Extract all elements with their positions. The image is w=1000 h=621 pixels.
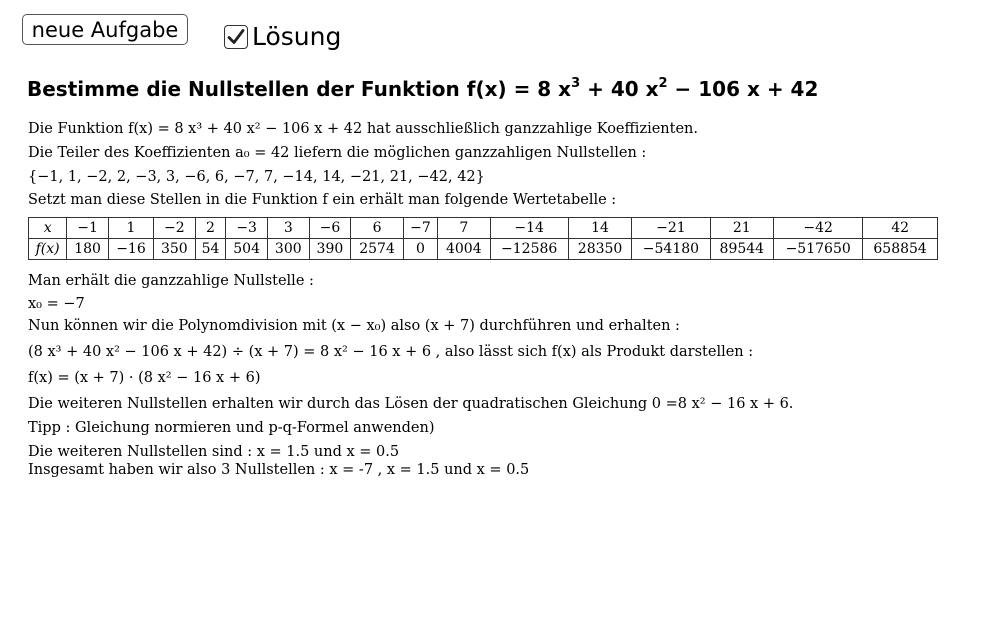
f-value-cell: 658854 [863, 239, 938, 260]
f-value-cell: 390 [309, 239, 351, 260]
new-task-button[interactable]: neue Aufgabe [22, 14, 188, 45]
x-value-cell: −1 [67, 218, 109, 239]
x-value-cell: 3 [267, 218, 309, 239]
x-row [29, 218, 938, 239]
f-value-cell: 4004 [437, 239, 490, 260]
solution-label: Lösung [252, 22, 342, 51]
f-value-cell: −54180 [632, 239, 710, 260]
table-intro-text: Setzt man diese Stellen in die Funktion f ein erhält man folgende Wertetabelle : [28, 192, 617, 208]
further-roots-text: Die weiteren Nullstellen sind : x = 1.5 und x = 0.5 [28, 444, 400, 460]
x-value-cell: −7 [403, 218, 437, 239]
f-value-cell: 180 [67, 239, 109, 260]
f-value-cell: −12586 [490, 239, 568, 260]
f-header-cell: f(x) [29, 239, 67, 260]
f-value-cell: −16 [108, 239, 153, 260]
f-value-cell: 0 [403, 239, 437, 260]
checkmark-icon [227, 28, 245, 46]
task-title: Bestimme die Nullstellen der Funktion f(x) = 8 $x^3 + 40$ $x^2 - 106$ x + 42 [27, 76, 819, 101]
x-value-cell: −6 [309, 218, 351, 239]
tip-text: Tipp : Gleichung normieren und p-q-Formel anwenden) [28, 420, 435, 436]
f-value-cell: 28350 [568, 239, 632, 260]
solution-checkbox[interactable] [224, 22, 341, 51]
f-value-cell: 300 [267, 239, 309, 260]
polydiv-text: Nun können wir die Polynomdivision mit (x − x₀) also (x + 7) durchführen und erhalten : [28, 318, 680, 334]
f-value-cell: 2574 [351, 239, 404, 260]
summary-text: Insgesamt haben wir also 3 Nullstellen : x = -7 , x = 1.5 und x = 0.5 [28, 462, 530, 478]
division-equation: (8 x³ + 40 x² − 106 x + 42) ÷ (x + 7) = 8 x² − 16 x + 6 , also lässt sich f(x) als Produkt darstellen : [28, 344, 754, 360]
x-header-cell: x [29, 218, 67, 239]
f-value-cell: 89544 [710, 239, 774, 260]
x-value-cell: −42 [774, 218, 863, 239]
checkbox-box[interactable] [224, 25, 248, 49]
f-value-cell: 54 [195, 239, 226, 260]
candidates-set: {−1, 1, −2, 2, −3, 3, −6, 6, −7, 7, −14, 14, −21, 21, −42, 42} [28, 169, 485, 185]
quadratic-text: Die weiteren Nullstellen erhalten wir durch das Lösen der quadratischen Gleichung 0 =8 x² − 16 x + 6. [28, 396, 794, 412]
x-value-cell: −2 [154, 218, 196, 239]
f-value-cell: 350 [154, 239, 196, 260]
value-table [28, 217, 938, 260]
f-value-cell: −517650 [774, 239, 863, 260]
x-value-cell: 1 [108, 218, 153, 239]
x-value-cell: 7 [437, 218, 490, 239]
x-value-cell: −3 [226, 218, 268, 239]
f-row [29, 239, 938, 260]
divisors-text: Die Teiler des Koeffizienten a₀ = 42 liefern die möglichen ganzzahligen Nullstellen : [28, 145, 647, 161]
x-value-cell: 42 [863, 218, 938, 239]
x-value-cell: 21 [710, 218, 774, 239]
x-value-cell: 14 [568, 218, 632, 239]
x-value-cell: 2 [195, 218, 226, 239]
f-value-cell: 504 [226, 239, 268, 260]
root-found-text: Man erhält die ganzzahlige Nullstelle : [28, 273, 314, 289]
x-value-cell: −14 [490, 218, 568, 239]
x-value-cell: 6 [351, 218, 404, 239]
intro-text: Die Funktion f(x) = 8 x³ + 40 x² − 106 x + 42 hat ausschließlich ganzzahlige Koeffizienten. [28, 121, 698, 137]
product-equation: f(x) = (x + 7) · (8 x² − 16 x + 6) [28, 370, 261, 386]
x-value-cell: −21 [632, 218, 710, 239]
root-value: x₀ = −7 [28, 296, 85, 312]
